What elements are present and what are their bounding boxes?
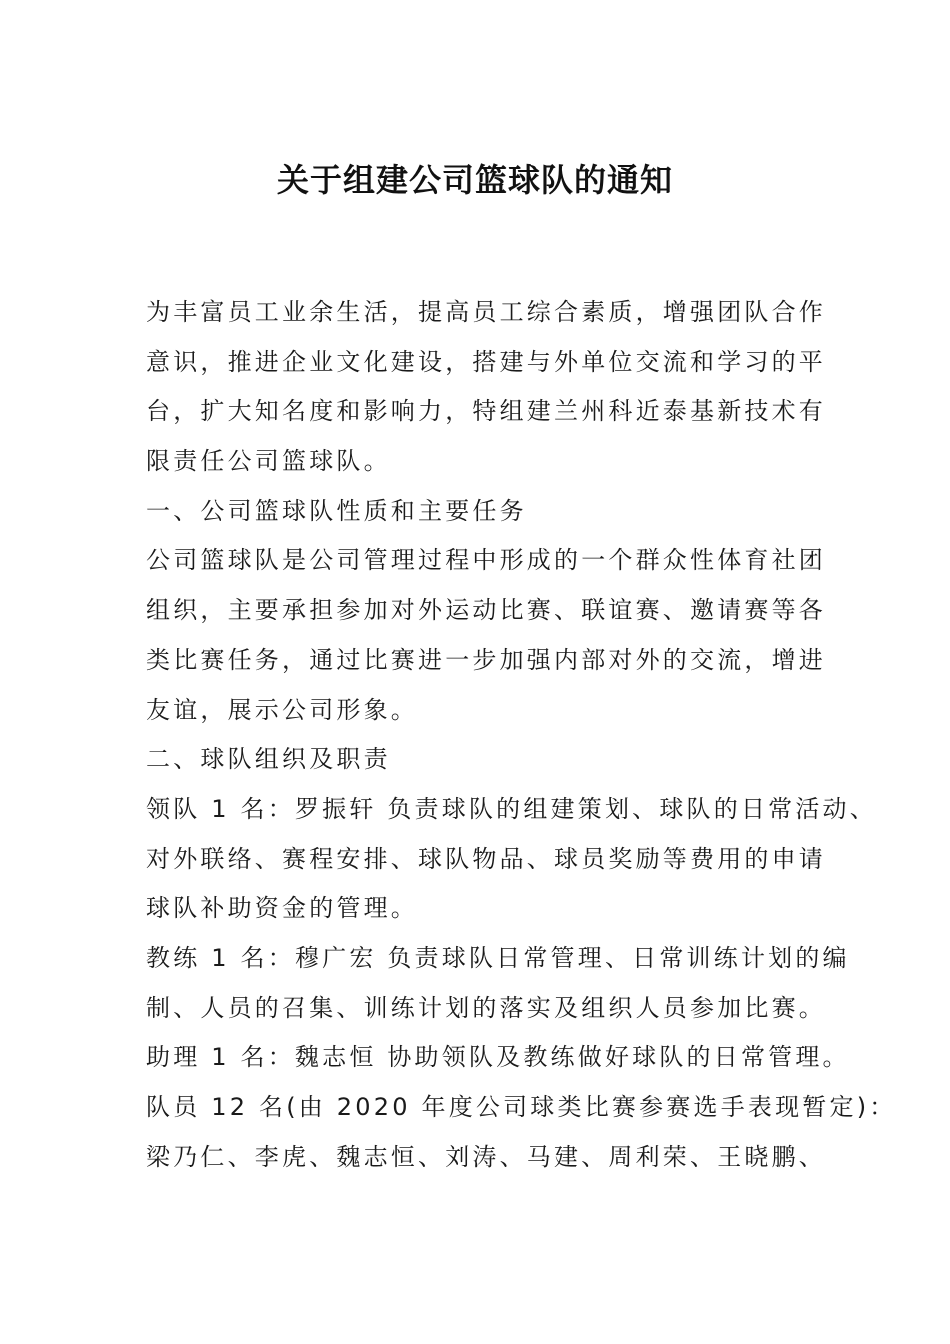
body-line: 领队 1 名：罗振轩 负责球队的组建策划、球队的日常活动、	[146, 794, 877, 823]
body-line: 助理 1 名：魏志恒 协助领队及教练做好球队的日常管理。	[146, 1043, 850, 1072]
body-line: 对外联络、赛程安排、球队物品、球员奖励等费用的申请	[146, 844, 826, 873]
body-line: 类比赛任务，通过比赛进一步加强内部对外的交流，增进	[146, 645, 826, 674]
body-line: 限责任公司篮球队。	[146, 447, 391, 476]
body-line: 梁乃仁、李虎、魏志恒、刘涛、马建、周利荣、王晓鹏、	[146, 1142, 826, 1171]
body-line: 公司篮球队是公司管理过程中形成的一个群众性体育社团	[146, 546, 826, 575]
section-heading: 二、球队组织及职责	[146, 745, 391, 774]
document-title: 关于组建公司篮球队的通知	[276, 161, 673, 199]
body-line: 制、人员的召集、训练计划的落实及组织人员参加比赛。	[146, 993, 826, 1022]
body-line: 教练 1 名：穆广宏 负责球队日常管理、日常训练计划的编	[146, 943, 850, 972]
section-heading: 一、公司篮球队性质和主要任务	[146, 496, 527, 525]
body-line: 意识，推进企业文化建设，搭建与外单位交流和学习的平	[146, 347, 826, 376]
body-line: 台，扩大知名度和影响力，特组建兰州科近泰基新技术有	[146, 397, 826, 426]
body-line: 队员 12 名(由 2020 年度公司球类比赛参赛选手表现暂定)：	[146, 1093, 897, 1121]
document-body	[146, 288, 897, 1182]
body-line: 球队补助资金的管理。	[146, 894, 418, 923]
body-line: 组织，主要承担参加对外运动比赛、联谊赛、邀请赛等各	[146, 596, 826, 625]
body-line: 友谊，展示公司形象。	[146, 695, 418, 724]
body-line: 为丰富员工业余生活，提高员工综合素质，增强团队合作	[146, 298, 826, 326]
